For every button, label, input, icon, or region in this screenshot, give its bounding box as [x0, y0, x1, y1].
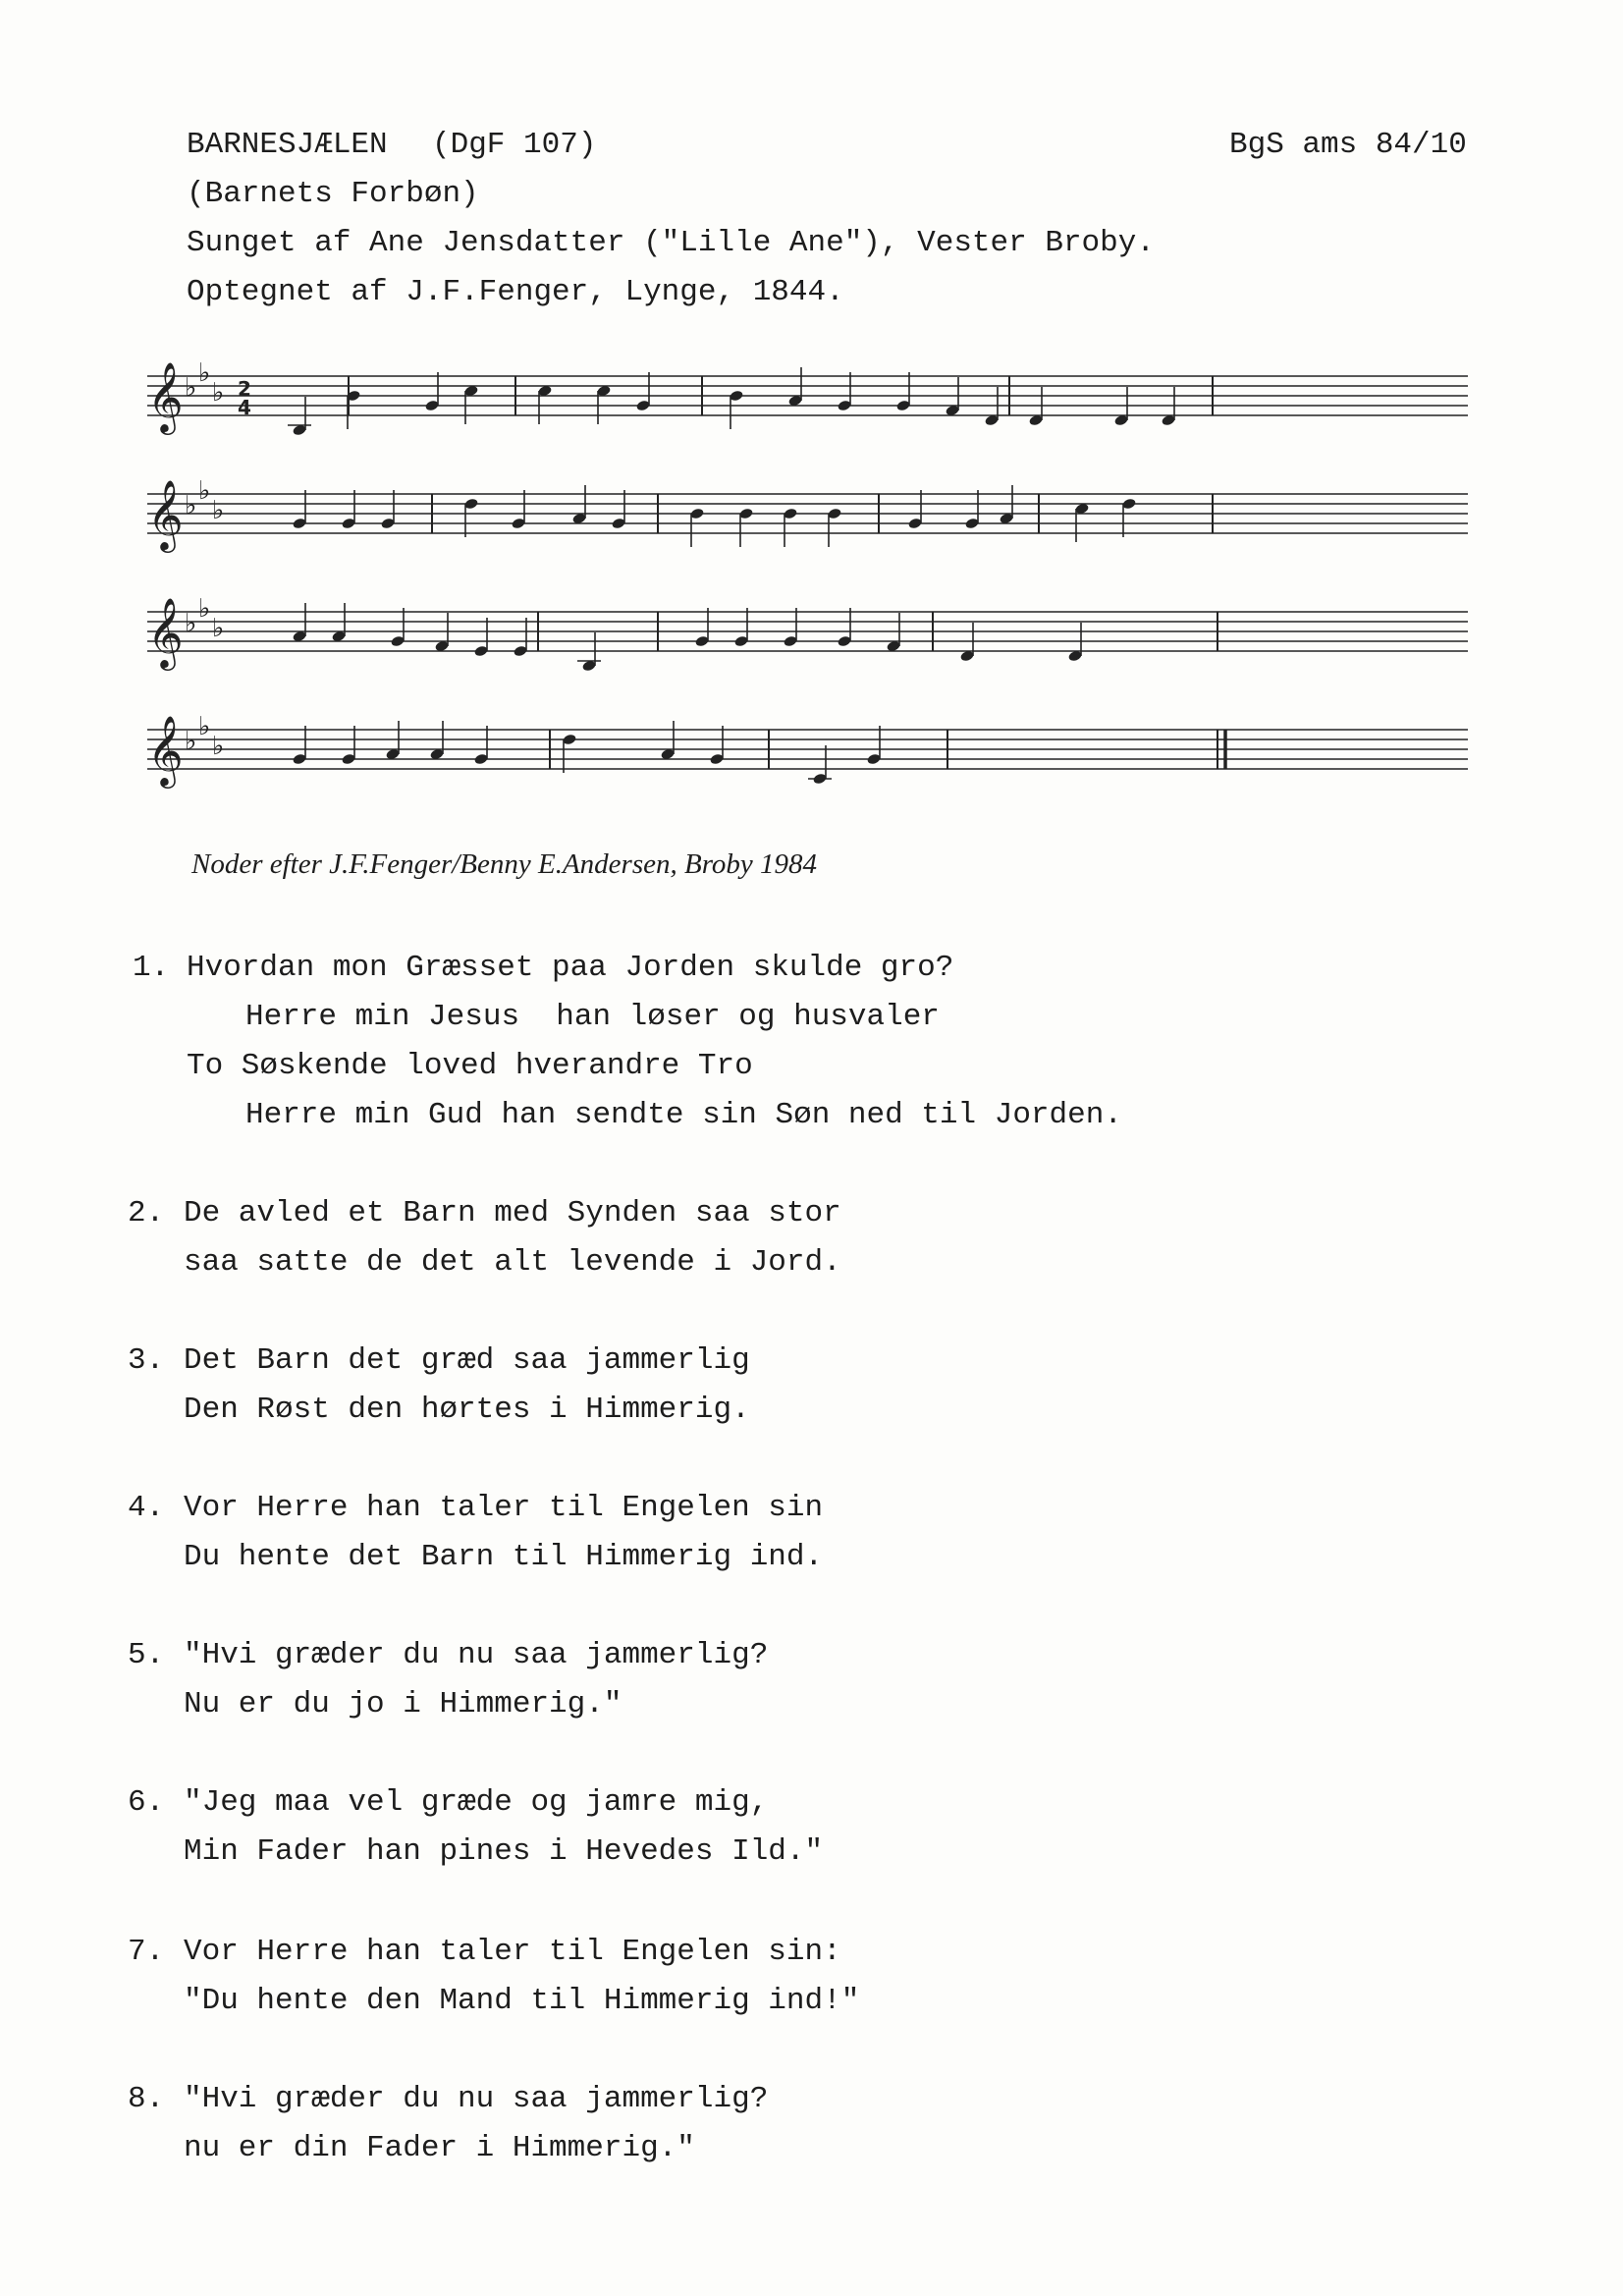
sung-by-line: Sunget af Ane Jensdatter ("Lille Ane"), Vester Broby. [187, 226, 1155, 260]
time-signature-bottom: 4 [238, 396, 251, 419]
flat-sign: ♭ [212, 614, 225, 643]
recorded-by-line: Optegnet af J.F.Fenger, Lynge, 1844. [187, 275, 844, 309]
verse-number: 6. [128, 1785, 165, 1820]
verse-line: saa satte de det alt levende i Jord. [184, 1245, 841, 1280]
verse-number: 7. [128, 1935, 165, 1969]
treble-clef: 𝄞 [147, 360, 184, 432]
refrain-line: Herre min Gud han sendte sin Søn ned til Jorden. [245, 1098, 1122, 1132]
flat-sign: ♭ [212, 378, 225, 408]
flat-sign: ♭ [198, 594, 211, 624]
verse-line: De avled et Barn med Synden saa stor [184, 1196, 841, 1230]
treble-clef: 𝄞 [147, 596, 184, 668]
verse-line: Det Barn det græd saa jammerlig [184, 1343, 750, 1378]
dgf-number: (DgF 107) [432, 128, 597, 162]
verse-line: Hvordan mon Græsset paa Jorden skulde gro? [187, 951, 954, 985]
verse-line: Du hente det Barn til Himmerig ind. [184, 1540, 824, 1574]
flat-sign: ♭ [185, 373, 197, 403]
verse-line: "Hvi græder du nu saa jammerlig? [184, 2082, 769, 2116]
flat-sign: ♭ [185, 727, 197, 756]
verse-line: Vor Herre han taler til Engelen sin: [184, 1935, 841, 1969]
music-score [147, 332, 1483, 823]
archive-reference: BgS ams 84/10 [1229, 128, 1467, 162]
verse-line: Min Fader han pines i Hevedes Ild." [184, 1834, 824, 1869]
verse-line: Vor Herre han taler til Engelen sin [184, 1491, 824, 1525]
verse-line: Den Røst den hørtes i Himmerig. [184, 1393, 750, 1427]
flat-sign: ♭ [185, 609, 197, 638]
flat-sign: ♭ [185, 491, 197, 520]
verse-line: "Hvi græder du nu saa jammerlig? [184, 1638, 769, 1672]
treble-clef: 𝄞 [147, 714, 184, 786]
verse-number: 1. [133, 951, 170, 985]
song-subtitle: (Barnets Forbøn) [187, 177, 479, 211]
verse-number: 3. [128, 1343, 165, 1378]
verse-number: 5. [128, 1638, 165, 1672]
time-signature-top: 2 [238, 377, 251, 401]
verse-line: To Søskende loved hverandre Tro [187, 1049, 753, 1083]
treble-clef: 𝄞 [147, 478, 184, 550]
notes-credit: Noder efter J.F.Fenger/Benny E.Andersen, Broby 1984 [191, 848, 818, 880]
song-title: BARNESJÆLEN [187, 128, 388, 162]
refrain-line: Herre min Jesus han løser og husvaler [245, 1000, 940, 1034]
flat-sign: ♭ [198, 476, 211, 506]
flat-sign: ♭ [198, 358, 211, 388]
verse-line: "Du hente den Mand til Himmerig ind!" [184, 1984, 860, 2018]
flat-sign: ♭ [212, 732, 225, 761]
verse-number: 4. [128, 1491, 165, 1525]
verse-number: 2. [128, 1196, 165, 1230]
flat-sign: ♭ [212, 496, 225, 525]
verse-line: "Jeg maa vel græde og jamre mig, [184, 1785, 769, 1820]
verse-line: Nu er du jo i Himmerig." [184, 1687, 622, 1722]
verse-number: 8. [128, 2082, 165, 2116]
flat-sign: ♭ [198, 712, 211, 741]
verse-line: nu er din Fader i Himmerig." [184, 2131, 695, 2165]
